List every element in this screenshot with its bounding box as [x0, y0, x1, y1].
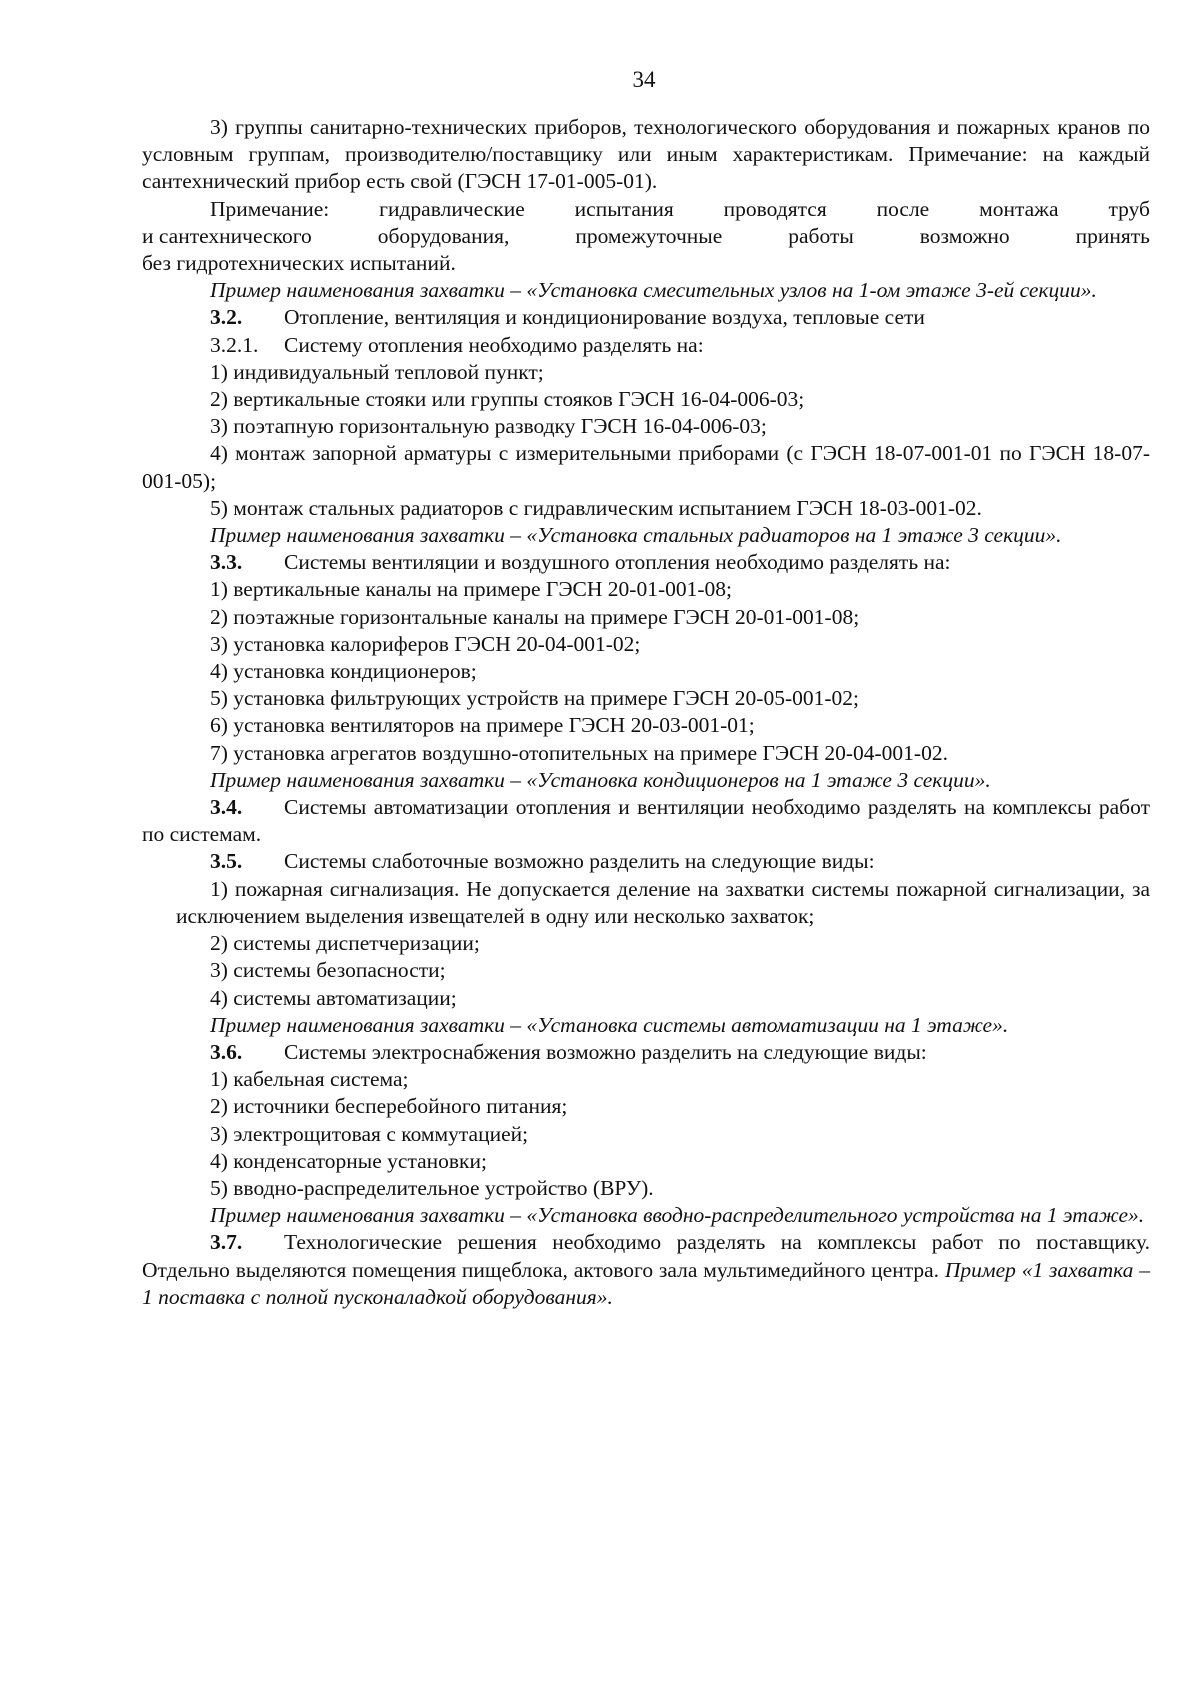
section-3-4 — [142, 794, 1150, 848]
document-body — [142, 114, 1150, 1311]
subsection-title: Систему отопления необходимо разделять на: — [284, 332, 704, 357]
list-item: 1) пожарная сигнализация. Не допускается деление на захватки системы пожарной сигнализации, за исключением выделения извещателей в одну или несколько захваток; — [176, 876, 1150, 928]
section-number: 3.5. — [210, 849, 243, 874]
section-number: 3.3. — [210, 550, 243, 575]
list-item: 3) установка калориферов ГЭСН 20-04-001-02; — [210, 631, 641, 656]
list-item: 5) установка фильтрующих устройств на примере ГЭСН 20-05-001-02; — [210, 686, 859, 711]
list-item: 4) установка кондиционеров; — [210, 659, 477, 684]
list-item: 3) поэтапную горизонтальную разводку ГЭСН 16-04-006-03; — [210, 414, 767, 439]
word: возможно — [919, 223, 1010, 248]
list-item: 5) вводно-распределительное устройство (ВРУ). — [210, 1175, 654, 1200]
subsection-number: 3.2.1. — [210, 332, 259, 357]
list-item: 4) конденсаторные установки; — [210, 1148, 487, 1173]
example-automation: Пример наименования захватки – «Установка системы автоматизации на 1 этаже». — [210, 1012, 1009, 1037]
word: проводятся — [723, 196, 827, 221]
list-item: 1) индивидуальный тепловой пункт; — [210, 359, 544, 384]
section-3-2-heading — [142, 304, 1150, 331]
word: гидравлические — [379, 196, 525, 221]
subsection-3-2-1-heading — [142, 332, 1150, 359]
list-item: 5) монтаж стальных радиаторов с гидравлическим испытанием ГЭСН 18-03-001-02. — [210, 495, 982, 520]
list-item: 2) системы диспетчеризации; — [210, 931, 480, 956]
note-line-1 — [142, 196, 1150, 223]
list-item: 3) системы безопасности; — [210, 958, 446, 983]
section-title: Отопление, вентиляция и кондиционирование воздуха, тепловые сети — [284, 305, 925, 330]
list-item: 1) вертикальные каналы на примере ГЭСН 20-01-001-08; — [210, 577, 732, 602]
list-item: 3) электрощитовая с коммутацией; — [210, 1121, 529, 1146]
section-title: Системы электроснабжения возможно разделить на следующие виды: — [284, 1039, 927, 1064]
section-3-7 — [142, 1229, 1150, 1311]
word: работы — [788, 223, 854, 248]
example-switchgear: Пример наименования захватки – «Установка вводно-распределительного устройства на 1 этаже». — [210, 1203, 1145, 1228]
section-number: 3.7. — [210, 1230, 243, 1255]
example-air-conditioners: Пример наименования захватки – «Установка кондиционеров на 1 этаже 3 секции». — [210, 767, 991, 792]
note-line-3: без гидротехнических испытаний. — [142, 251, 456, 276]
list-item: 2) поэтажные горизонтальные каналы на примере ГЭСН 20-01-001-08; — [210, 604, 860, 629]
section-title: Системы вентиляции и воздушного отопления необходимо разделять на: — [284, 550, 951, 575]
word: оборудования, — [377, 223, 510, 248]
word: и сантехнического — [142, 223, 312, 248]
section-3-6-heading — [142, 1039, 1150, 1066]
note-line-2 — [142, 223, 1150, 250]
section-text: Системы автоматизации отопления и вентиляции необходимо разделять на комплексы работ по системам. — [142, 795, 1150, 847]
section-title: Системы слаботочные возможно разделить на следующие виды: — [284, 849, 875, 874]
section-number: 3.4. — [210, 795, 243, 820]
note-hydraulic-tests — [142, 196, 1150, 278]
list-item: 4) системы автоматизации; — [210, 985, 457, 1010]
example-mixing-units: Пример наименования захватки – «Установка смесительных узлов на 1-ом этаже 3-ей секции». — [210, 278, 1097, 303]
section-3-3-heading — [142, 549, 1150, 576]
list-item: 4) монтаж запорной арматуры с измерительными приборами (с ГЭСН 18-07-001-01 по ГЭСН 18-07-001-05); — [142, 441, 1150, 493]
section-number: 3.6. — [210, 1039, 243, 1064]
list-item: 1) кабельная система; — [210, 1067, 409, 1092]
word: промежуточные — [575, 223, 723, 248]
word: испытания — [574, 196, 674, 221]
paragraph-sanitary-groups: 3) группы санитарно-технических приборов, технологического оборудования и пожарных кранов по условным группам, производителю/поставщику или иным характеристикам. Примечание: на каждый сантехнический прибор есть свой (ГЭСН 17-01-005-01). — [142, 115, 1150, 194]
word: после — [876, 196, 930, 221]
word: монтажа — [979, 196, 1059, 221]
list-item: 6) установка вентиляторов на примере ГЭСН 20-03-001-01; — [210, 713, 755, 738]
word: Примечание: — [210, 196, 330, 221]
page-number: 34 — [632, 67, 656, 92]
section-3-5-heading — [142, 848, 1150, 875]
section-text: Технологические решения необходимо разделять на комплексы работ по поставщику. Отдельно выделяются помещения пищеблока, актового зала мультимедийного центра. — [142, 1230, 1150, 1282]
list-item: 2) вертикальные стояки или группы стояков ГЭСН 16-04-006-03; — [210, 387, 805, 412]
example-radiators: Пример наименования захватки – «Установка стальных радиаторов на 1 этаже 3 секции». — [210, 523, 1062, 548]
word: принять — [1075, 223, 1150, 248]
list-item: 7) установка агрегатов воздушно-отопительных на примере ГЭСН 20-04-001-02. — [210, 740, 948, 765]
word: труб — [1108, 196, 1150, 221]
list-item: 2) источники бесперебойного питания; — [210, 1094, 568, 1119]
example-delivery: Пример «1 захватка – 1 поставка с полной пусконаладкой оборудования». — [142, 1257, 1150, 1309]
section-number: 3.2. — [210, 305, 243, 330]
